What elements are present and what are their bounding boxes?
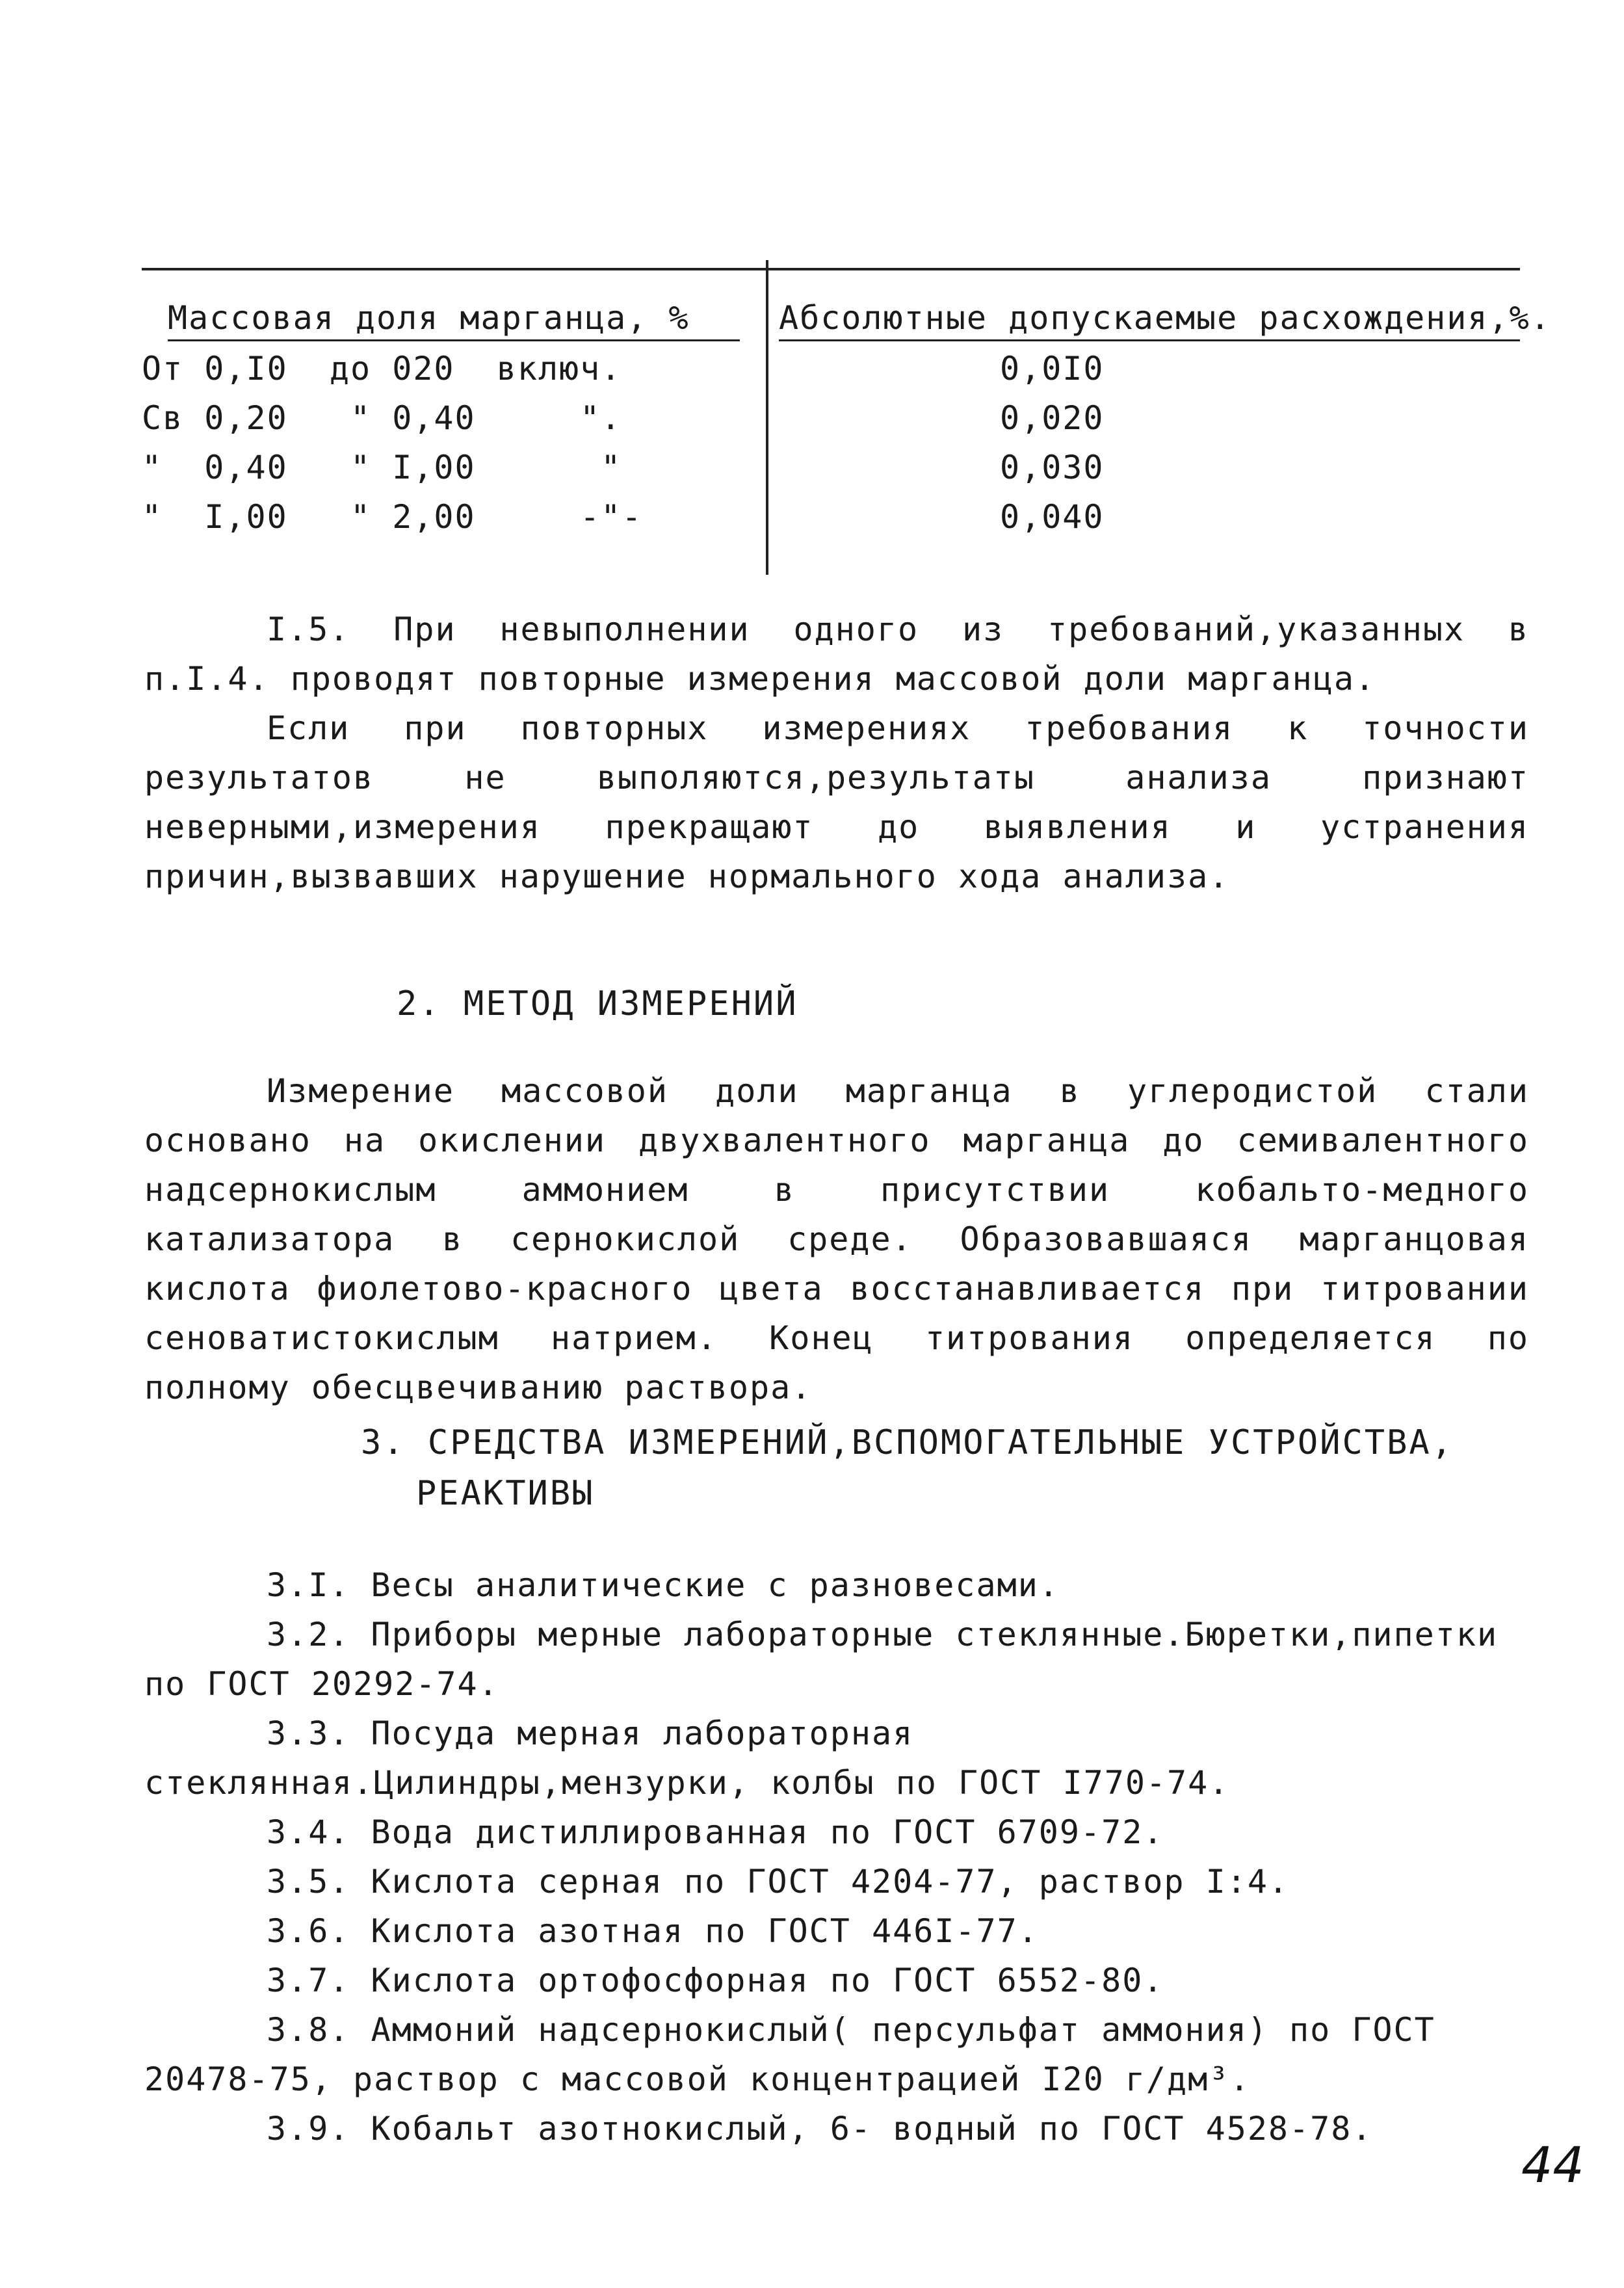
table-cell-range: От 0,I0 до 020 включ.: [142, 350, 622, 388]
table-cell-tolerance: 0,0I0: [1000, 350, 1105, 388]
table-cell-tolerance: 0,030: [1000, 449, 1105, 486]
list-item: 3.4. Вода дистиллированная по ГОСТ 6709-72.: [267, 1813, 1164, 1851]
section-2-text: Измерение массовой доли марганца в углеродистой стали основано на окислении двухвалентного марганца до семивалентного надсернокислым аммонием в присутствии кобальто-медного катализатора в сернокислой среде. Образовавшаяся марганцовая кислота фиолетово-красного цвета восстанавливается при титровании сеноватистокислым натрием. Конец титрования определяется по полному обесцвечиванию раствора.: [144, 1072, 1529, 1406]
list-item: 3.7. Кислота ортофосфорная по ГОСТ 6552-80.: [267, 1962, 1164, 1999]
table-row: [142, 399, 1520, 446]
table-cell-range: Св 0,20 " 0,40 ".: [142, 399, 622, 437]
table-row: [142, 449, 1520, 495]
list-item: 3.5. Кислота серная по ГОСТ 4204-77, раствор I:4.: [267, 1863, 1290, 1900]
table-header-underline: [779, 339, 1520, 341]
list-item: 3.3. Посуда мерная лабораторная стеклянная.Цилиндры,мензурки, колбы по ГОСТ I770-74.: [144, 1715, 1230, 1802]
table-header-underline: [168, 339, 740, 341]
list-item: 3.6. Кислота азотная по ГОСТ 446I-77.: [267, 1912, 1039, 1950]
paragraph-1-5: I.5. При невыполнении одного из требований,указанных в п.I.4. проводят повторные измерения массовой доли марганца.: [144, 611, 1529, 698]
table-cell-range: " I,00 " 2,00 -"-: [142, 498, 643, 536]
table-header-mass-fraction: Массовая доля марганца, %: [168, 299, 690, 337]
section-2-heading: 2. МЕТОД ИЗМЕРЕНИЙ: [397, 984, 798, 1023]
list-item: 3.9. Кобальт азотнокислый, 6- водный по ГОСТ 4528-78.: [267, 2110, 1373, 2148]
page-number: 44: [1521, 2136, 1584, 2194]
section-3-heading-continued: РЕАКТИВЫ: [416, 1474, 595, 1513]
table-cell-tolerance: 0,040: [1000, 498, 1105, 536]
table-row: [142, 350, 1520, 397]
table-row: [142, 498, 1520, 545]
tolerance-table: [142, 260, 1551, 585]
list-item: 3.I. Весы аналитические с разновесами.: [267, 1566, 1060, 1604]
table-top-rule: [142, 268, 1520, 270]
list-item: 3.8. Аммоний надсернокислый( персульфат аммония) по ГОСТ 20478-75, раствор с массовой концентрацией I20 г/дм³.: [144, 2011, 1435, 2098]
table-header-tolerance: Абсолютные допускаемые расхождения,%.: [779, 299, 1551, 337]
list-item: 3.2. Приборы мерные лабораторные стеклянные.Бюретки,пипетки по ГОСТ 20292-74.: [144, 1616, 1499, 1703]
section-3-heading: 3. СРЕДСТВА ИЗМЕРЕНИЙ,ВСПОМОГАТЕЛЬНЫЕ УСТРОЙСТВА,: [361, 1423, 1454, 1462]
table-cell-range: " 0,40 " I,00 ": [142, 449, 622, 486]
paragraph-1-5-continued: Если при повторных измерениях требования к точности результатов не выполяются,результаты анализа признают неверными,измерения прекращают до выявления и устранения причин,вызвавших нарушение нормального хода анализа.: [144, 709, 1529, 895]
table-cell-tolerance: 0,020: [1000, 399, 1105, 437]
